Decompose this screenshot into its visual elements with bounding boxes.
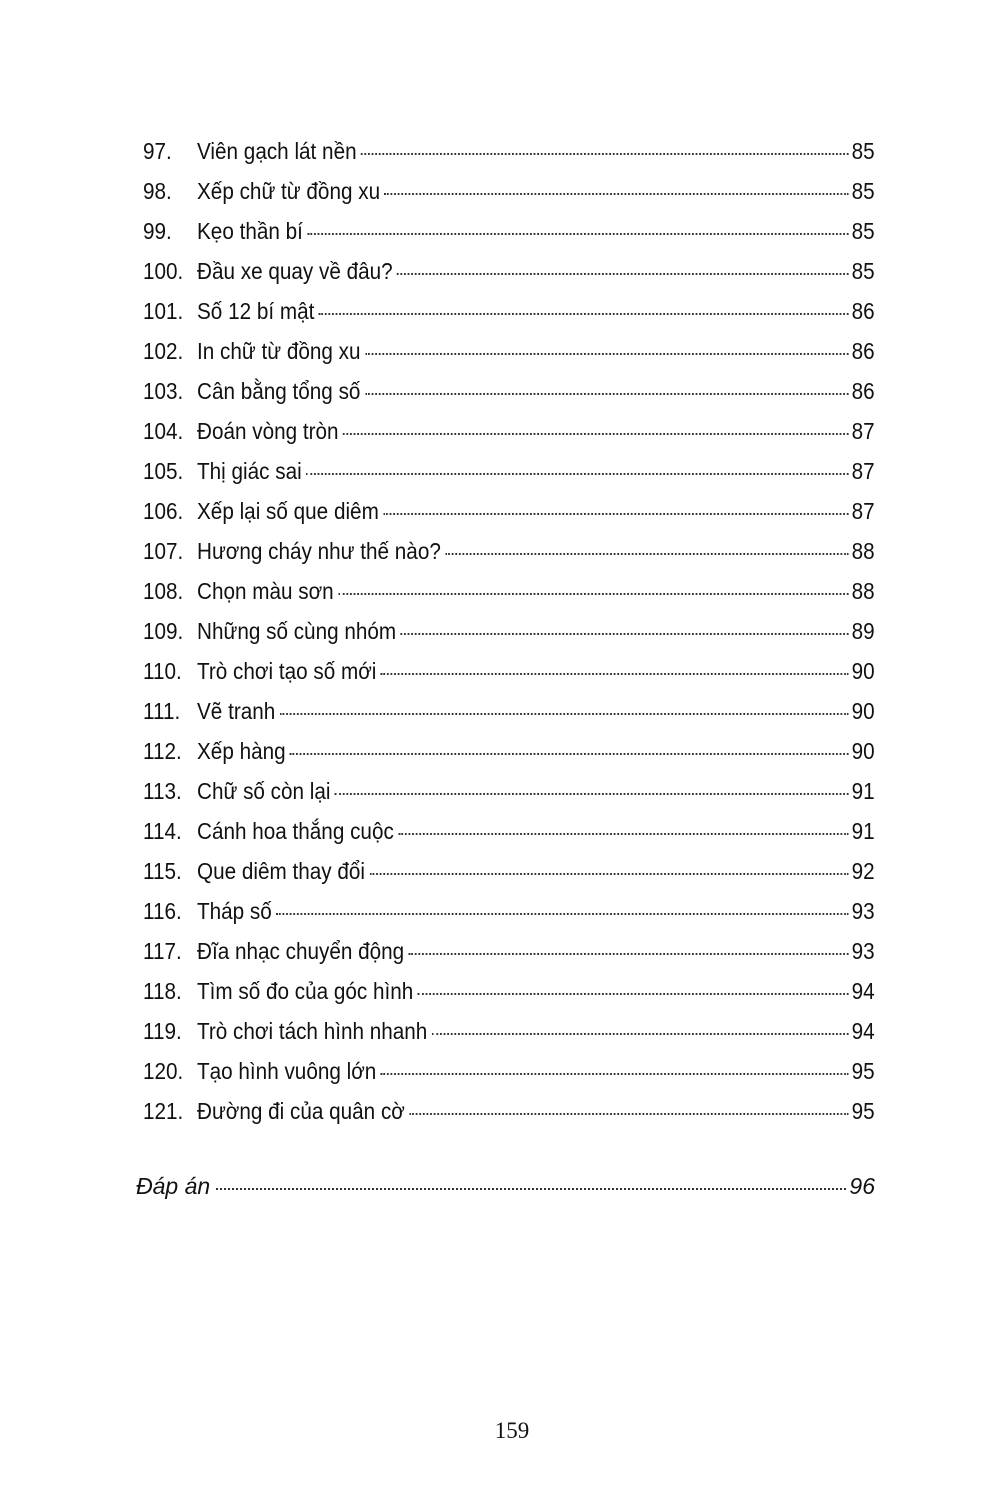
toc-entry-number: 114. [143,818,182,844]
toc-entry-title: Tháp số [197,898,272,924]
dot-leader [361,153,849,155]
toc-entry [143,858,875,898]
toc-entry-number: 97. [143,138,172,164]
toc-entry-number: 100. [143,258,184,284]
toc-entry-number: 103. [143,378,184,404]
toc-entry [143,298,875,338]
toc-entry [143,418,875,458]
toc-entry-title: Đĩa nhạc chuyển động [197,938,405,964]
toc-entry-title: Thị giác sai [197,458,302,484]
toc-entry-page: 95 [851,1098,875,1124]
toc-entry-number: 118. [143,978,182,1004]
toc-entry-page: 86 [851,338,875,364]
toc-entry [143,778,875,818]
toc-entry-title: Viên gạch lát nền [197,138,357,164]
toc-entry-number: 99. [143,218,172,244]
toc-entry-number: 106. [143,498,184,524]
toc-entry [143,218,875,258]
dot-leader [280,713,849,715]
toc-answers-page: 96 [849,1173,875,1199]
toc-entry-number: 101. [143,298,184,324]
dot-leader [418,993,849,995]
toc-entry [143,258,875,298]
toc-entry-title: Cân bằng tổng số [197,378,361,404]
toc-entry-page: 87 [851,458,875,484]
toc-entry [143,898,875,938]
dot-leader [307,233,849,235]
toc-entry [143,578,875,618]
toc-entry-page: 89 [851,618,875,644]
dot-leader [335,793,849,795]
toc-entry-page: 93 [851,898,875,924]
dot-leader [319,313,849,315]
dot-leader [343,433,849,435]
dot-leader [432,1033,849,1035]
dot-leader [445,553,849,555]
toc-entry-number: 111. [143,698,181,724]
toc-answers-entry [136,1173,875,1200]
dot-leader [398,833,849,835]
toc-entry-number: 115. [143,858,182,884]
toc-entry-number: 121. [143,1098,184,1124]
dot-leader [290,753,849,755]
toc-entry-page: 87 [851,418,875,444]
toc-entry [143,378,875,418]
dot-leader [409,953,849,955]
toc-entry-title: Vẽ tranh [197,698,276,724]
toc-entry-page: 85 [851,138,875,164]
toc-entry-page: 95 [851,1058,875,1084]
dot-leader [306,473,849,475]
toc-entry-page: 87 [851,498,875,524]
toc-entry-number: 117. [143,938,182,964]
toc-entry-number: 116. [143,898,182,924]
toc-entry-title: Chọn màu sơn [197,578,334,604]
toc-entry [143,138,875,178]
toc-entry-title: Số 12 bí mật [197,298,315,324]
toc-entry-page: 92 [851,858,875,884]
toc-entry-page: 94 [851,978,875,1004]
toc-entry-number: 108. [143,578,184,604]
toc-entry [143,1018,875,1058]
toc-entry-number: 102. [143,338,184,364]
toc-entry [143,938,875,978]
dot-leader [409,1113,849,1115]
toc-entry-title: Hương cháy như thế nào? [197,538,441,564]
toc-entry-page: 88 [851,578,875,604]
toc-entry-page: 85 [851,178,875,204]
toc-entry-page: 91 [851,818,875,844]
toc-entry [143,1058,875,1098]
toc-entry-number: 107. [143,538,184,564]
toc-entry [143,338,875,378]
toc-entry-page: 85 [851,218,875,244]
toc-entry-title: Que diêm thay đổi [197,858,366,884]
table-of-contents [143,138,875,1138]
toc-entry-page: 90 [851,658,875,684]
dot-leader [338,593,849,595]
toc-entry-page: 86 [851,298,875,324]
toc-answers-title: Đáp án [136,1173,211,1199]
toc-entry-title: Đoán vòng tròn [197,418,339,444]
toc-entry [143,458,875,498]
dot-leader [216,1188,846,1190]
toc-entry-title: Tìm số đo của góc hình [197,978,414,1004]
toc-entry-number: 105. [143,458,184,484]
toc-entry-title: Cánh hoa thắng cuộc [197,818,394,844]
toc-entry-page: 86 [851,378,875,404]
toc-entry-title: Xếp chữ từ đồng xu [197,178,381,204]
toc-entry-title: Trò chơi tách hình nhanh [197,1018,428,1044]
toc-entry [143,978,875,1018]
toc-entry-title: In chữ từ đồng xu [197,338,361,364]
dot-leader [385,193,849,195]
toc-entry-title: Tạo hình vuông lớn [197,1058,377,1084]
toc-entry-number: 119. [143,1018,182,1044]
toc-entry-number: 104. [143,418,184,444]
toc-entry-page: 90 [851,738,875,764]
dot-leader [401,633,849,635]
toc-entry [143,178,875,218]
toc-entry-number: 98. [143,178,172,204]
toc-entry-title: Đường đi của quân cờ [197,1098,405,1124]
toc-entry [143,1098,875,1138]
toc-entry [143,818,875,858]
toc-entry-number: 109. [143,618,184,644]
toc-entry-title: Xếp lại số que diêm [197,498,379,524]
toc-entry-page: 90 [851,698,875,724]
toc-entry-title: Chữ số còn lại [197,778,331,804]
dot-leader [276,913,849,915]
toc-entry-page: 88 [851,538,875,564]
toc-entry [143,618,875,658]
toc-entry-number: 120. [143,1058,184,1084]
toc-entry-title: Xếp hàng [197,738,286,764]
toc-entry [143,658,875,698]
dot-leader [365,353,849,355]
toc-entry [143,538,875,578]
dot-leader [370,873,849,875]
toc-entry-number: 113. [143,778,182,804]
toc-entry-page: 91 [851,778,875,804]
toc-entry-title: Kẹo thần bí [197,218,303,244]
dot-leader [365,393,849,395]
toc-entry-page: 85 [851,258,875,284]
toc-entry-title: Trò chơi tạo số mới [197,658,377,684]
toc-entry-title: Những số cùng nhóm [197,618,397,644]
toc-entry-number: 110. [143,658,182,684]
toc-entry-number: 112. [143,738,182,764]
dot-leader [383,513,849,515]
toc-entry [143,498,875,538]
toc-entry-title: Đầu xe quay về đâu? [197,258,393,284]
dot-leader [397,273,849,275]
toc-entry-page: 94 [851,1018,875,1044]
dot-leader [381,673,849,675]
toc-entry [143,738,875,778]
dot-leader [381,1073,849,1075]
toc-entry-page: 93 [851,938,875,964]
page-number: 159 [494,1418,530,1443]
toc-entry [143,698,875,738]
